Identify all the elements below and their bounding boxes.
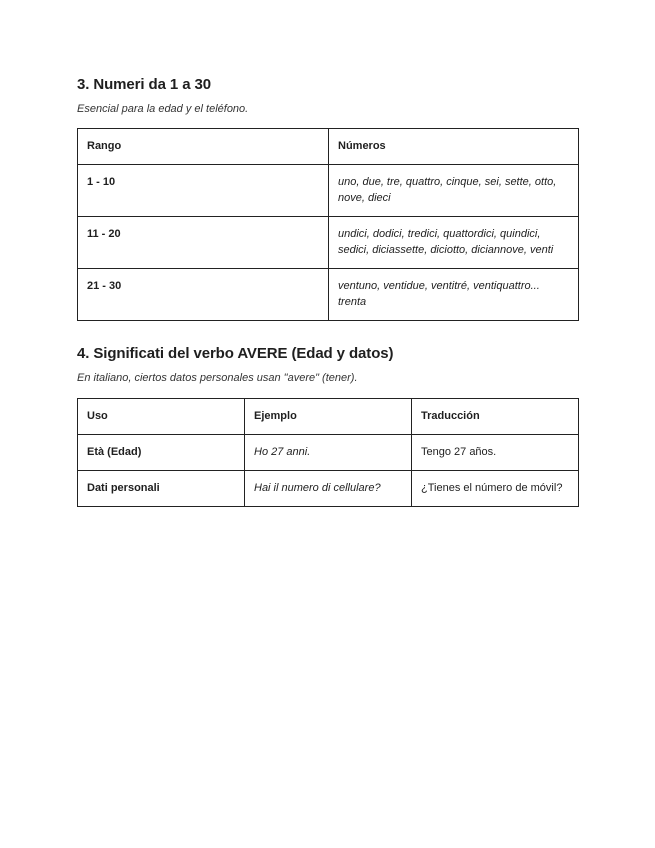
section-3-subtitle: Esencial para la edad y el teléfono. [77, 103, 249, 115]
header-cell: Traducción [412, 399, 579, 435]
example-cell: Hai il numero di cellulare? [245, 471, 412, 507]
table-row [78, 471, 579, 507]
section-3-heading: 3. Numeri da 1 a 30 [77, 76, 212, 93]
avere-table [77, 398, 579, 507]
use-cell: Età (Edad) [78, 435, 245, 471]
table-row [78, 217, 579, 269]
range-cell: 1 - 10 [78, 165, 329, 217]
table-row [78, 269, 579, 321]
section-4-subtitle: En italiano, ciertos datos personales usan "avere" (tener). [77, 372, 358, 384]
use-cell: Dati personali [78, 471, 245, 507]
numbers-cell: undici, dodici, tredici, quattordici, quindici, sedici, diciassette, diciotto, diciannove, venti [329, 217, 579, 269]
header-cell: Ejemplo [245, 399, 412, 435]
translation-cell: ¿Tienes el número de móvil? [412, 471, 579, 507]
table-header-row [78, 129, 579, 165]
section-4-heading: 4. Significati del verbo AVERE (Edad y datos) [77, 345, 394, 362]
numbers-table [77, 128, 579, 321]
numbers-cell: ventuno, ventidue, ventitré, ventiquattro... trenta [329, 269, 579, 321]
table-row [78, 165, 579, 217]
range-cell: 21 - 30 [78, 269, 329, 321]
document-page [77, 74, 579, 507]
example-cell: Ho 27 anni. [245, 435, 412, 471]
translation-cell: Tengo 27 años. [412, 435, 579, 471]
numbers-cell: uno, due, tre, quattro, cinque, sei, sette, otto, nove, dieci [329, 165, 579, 217]
header-cell: Rango [78, 129, 329, 165]
range-cell: 11 - 20 [78, 217, 329, 269]
header-cell: Uso [78, 399, 245, 435]
table-row [78, 435, 579, 471]
table-header-row [78, 399, 579, 435]
header-cell: Números [329, 129, 579, 165]
